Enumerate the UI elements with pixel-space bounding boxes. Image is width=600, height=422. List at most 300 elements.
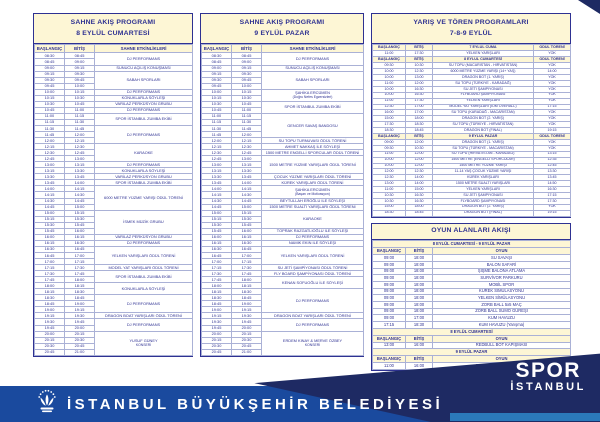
race-event-cell: SU TOPU (TÜRKİYE - MACARİSTAN) (433, 145, 534, 151)
time-end-cell: 19:00 (65, 301, 95, 307)
event-cell (95, 71, 193, 89)
time-end-cell: 19:30 (65, 313, 95, 319)
games-title: OYUN ALANLARI AKIŞI (431, 226, 511, 234)
time-start-cell: 12:30 (373, 175, 406, 181)
time-end-cell: 10:30 (406, 63, 433, 69)
event-subtext: KONSERİ (135, 342, 152, 347)
time-end-cell: 11:00 (232, 107, 262, 113)
column-header-award: ÖDÜL TÖRENİ (534, 45, 571, 51)
spor-logo-line2: İSTANBUL (510, 381, 586, 393)
award-time-cell: 16:30 (534, 187, 571, 193)
race-event-cell: DRAGON BOT (1. YARIŞ) (433, 75, 534, 81)
race-event-cell: 6000 METRE YÜZME YARIŞI (14+ YAŞ) (433, 69, 534, 75)
time-start-cell: 20:30 (35, 343, 65, 349)
time-end-cell: 10:45 (232, 101, 262, 107)
time-end-cell: 16:00 (65, 228, 95, 234)
time-start-cell: 19:00 (35, 307, 65, 313)
game-name-cell: MOBİL SPOR (433, 281, 571, 288)
race-event-cell: FLYBOARD ŞAMPİYONASI (433, 198, 534, 204)
time-start-cell: 20:00 (202, 331, 232, 337)
time-start-cell: 16:00 (35, 234, 65, 240)
time-end-cell: 18:15 (65, 283, 95, 289)
award-time-cell: 14:00 (534, 69, 571, 75)
time-end-cell: 20:15 (232, 331, 262, 337)
time-start-cell: 14:30 (35, 198, 65, 204)
time-end-cell: 17:30 (65, 265, 95, 271)
race-event-cell: DRAGON BOT (2. YARIŞ) (433, 116, 534, 122)
time-start-cell: 18:45 (202, 301, 232, 307)
time-start-cell: 09:30 (35, 77, 65, 83)
event-name: KARAOKE (134, 149, 153, 155)
time-start-cell: 10:00 (35, 89, 65, 95)
time-start-cell: 10:30 (373, 198, 406, 204)
time-start-cell: 12:45 (202, 156, 232, 162)
time-start-cell: 12:00 (373, 169, 406, 175)
column-header-end: BİTİŞ (65, 45, 95, 53)
event-name: SUNUCU AÇILIŞ KONUŞMASI (285, 65, 340, 71)
time-start-cell: 15:00 (373, 116, 406, 122)
games-subtitle: 8 EYLÜL CUMARTESİ - 9 EYLÜL PAZAR (373, 241, 571, 248)
time-end-cell: 17:00 (406, 104, 433, 110)
race-title-line2: 7-8-9 EYLÜL (449, 30, 493, 38)
time-start-cell: 11:30 (35, 125, 65, 131)
award-time-cell: YOK (534, 122, 571, 128)
time-end-cell: 16:30 (406, 193, 433, 199)
time-end-cell: 17:00 (406, 110, 433, 116)
time-start-cell: 12:30 (35, 150, 65, 156)
race-event-cell: SU TOPU (TÜRKİYE - HIRVATİSTAN) (433, 122, 534, 128)
time-start-cell: 17:00 (35, 259, 65, 265)
race-event-cell: KÜREK YARIŞLARI (433, 175, 534, 181)
time-end-cell: 10:30 (232, 95, 262, 101)
time-end-cell: 13:45 (232, 174, 262, 180)
race-event-cell: SU TOPU (MACARİSTAN - HIRVATİSTAN) (433, 63, 534, 69)
time-start-cell: 12:00 (202, 138, 232, 144)
time-start-cell: 09:15 (35, 71, 65, 77)
time-start-cell: 14:45 (202, 204, 232, 210)
race-event-cell: 1500 METRE SUALTI YARIŞLARI (433, 181, 534, 187)
time-start-cell: 10:30 (202, 101, 232, 107)
saturday-title-block (34, 14, 192, 44)
time-end-cell: 13:30 (232, 168, 262, 174)
game-row (373, 308, 571, 315)
time-end-cell: 19:15 (65, 307, 95, 313)
column-header-end: BİTİŞ (406, 57, 433, 63)
time-end-cell: 08:45 (65, 53, 95, 59)
time-end-cell: 20:30 (65, 337, 95, 343)
column-header-game: OYUN (433, 335, 571, 342)
time-start-cell: 15:15 (35, 216, 65, 222)
time-end-cell: 16:30 (406, 198, 433, 204)
time-start-cell: 11:00 (373, 51, 406, 57)
time-end-cell: 17:15 (65, 259, 95, 265)
time-start-cell: 20:00 (35, 331, 65, 337)
race-event-cell: YELKEN YARIŞLARI (433, 98, 534, 104)
award-time-cell: 19:15 (534, 128, 571, 134)
time-start-cell: 11:00 (202, 113, 232, 119)
event-name: KARAOKE (303, 216, 322, 222)
time-end-cell: 12:00 (406, 163, 433, 169)
race-event-cell: FLYBOARD ŞAMPİYONASI (433, 92, 534, 98)
time-end-cell: 09:45 (232, 77, 262, 83)
event-cell (262, 319, 364, 331)
event-name: KENAN SOFUOĞLU İLE SÖYLEŞİ (282, 279, 343, 285)
stage-header-row (35, 45, 193, 53)
time-start-cell: 15:15 (202, 216, 232, 222)
time-end-cell: 19:45 (65, 319, 95, 325)
time-end-cell: 20:45 (65, 343, 95, 349)
time-start-cell: 20:15 (202, 337, 232, 343)
time-start-cell: 11:00 (373, 98, 406, 104)
time-start-cell: 15:30 (35, 222, 65, 228)
time-end-cell: 13:30 (65, 168, 95, 174)
time-end-cell: 13:15 (65, 162, 95, 168)
game-row (373, 315, 571, 322)
time-end-cell: 14:00 (406, 175, 433, 181)
time-start-cell: 15:00 (373, 204, 406, 210)
event-name: DRAGON BOAT YARIŞLARI ÖDÜL TÖRENİ (274, 312, 351, 318)
award-time-cell: YOK (534, 139, 571, 145)
time-end-cell: 18:45 (406, 210, 433, 216)
time-end-cell: 12:15 (232, 138, 262, 144)
race-schedule-table (372, 44, 571, 216)
event-name: SU TOPU TURNUVASI ÖDÜL TÖRENİ (278, 137, 347, 143)
award-time-cell: YOK (534, 145, 571, 151)
event-name: 1500 METRE SUALTI YARIŞLARI ÖDÜL TÖRENİ (269, 204, 356, 210)
game-name-cell: ZORB BALL 5x5 MAÇ (433, 301, 571, 308)
time-start-cell: 17:15 (202, 265, 232, 271)
race-event-cell: DRAGON BOT (FİNAL) (433, 210, 534, 216)
time-end-cell: 19:45 (232, 319, 262, 325)
time-start-cell: 17:15 (373, 322, 406, 329)
time-start-cell: 19:45 (35, 325, 65, 331)
time-start-cell: 10:00 (373, 157, 406, 163)
time-start-cell: 10:00 (373, 92, 406, 98)
award-time-cell: YOK (534, 51, 571, 57)
time-start-cell: 13:30 (202, 174, 232, 180)
time-end-cell: 09:45 (65, 77, 95, 83)
event-name: DJ PERFORMANS (295, 234, 330, 240)
game-row (373, 281, 571, 288)
award-time-cell: 17:15 (534, 193, 571, 199)
race-event-cell: SU JETİ ŞAMPİYONASI (433, 86, 534, 92)
sunday-title-line1: SAHNE AKIŞ PROGRAMI (239, 19, 325, 26)
time-start-cell: 20:45 (35, 349, 65, 355)
event-name: BEYTULLAH EROĞLU İLE SÖYLEŞİ (280, 198, 345, 204)
event-name: DJ PERFORMANS (295, 322, 330, 328)
time-start-cell: 10:45 (35, 107, 65, 113)
race-day-label: 9 EYLÜL PAZAR (433, 133, 534, 139)
time-start-cell: 19:15 (35, 313, 65, 319)
time-end-cell: 12:30 (406, 69, 433, 75)
event-name: DJ PERFORMANS (126, 89, 161, 95)
time-start-cell: 12:15 (202, 144, 232, 150)
race-day-label: 7 EYLÜL CUMA (433, 45, 534, 51)
time-start-cell: 11:00 (35, 113, 65, 119)
time-start-cell: 10:15 (35, 95, 65, 101)
event-name: GENCER SAVAŞ BANDOSU (287, 122, 338, 128)
game-row (373, 275, 571, 282)
time-start-cell: 09:15 (202, 71, 232, 77)
time-start-cell: 12:00 (35, 138, 65, 144)
time-start-cell: 17:45 (202, 277, 232, 283)
time-start-cell: 10:30 (35, 101, 65, 107)
game-row (373, 322, 571, 329)
event-name: TOPRAK RAZGATLIOĞLU İLE SÖYLEŞİ (276, 228, 349, 234)
saturday-title-line2: 8 EYLÜL CUMARTESİ (76, 30, 150, 38)
time-end-cell: 13:00 (406, 75, 433, 81)
time-end-cell: 09:15 (65, 65, 95, 71)
time-end-cell: 14:15 (65, 186, 95, 192)
time-start-cell: 09:00 (373, 268, 406, 275)
event-name: DJ PERFORMANS (126, 107, 161, 113)
time-start-cell: 13:45 (202, 180, 232, 186)
time-end-cell: 08:45 (232, 53, 262, 59)
time-end-cell: 20:00 (232, 325, 262, 331)
column-header-end: BİTİŞ (406, 356, 433, 363)
time-end-cell: 18:00 (406, 288, 433, 295)
time-start-cell: 19:15 (202, 313, 232, 319)
game-name-cell: YELKEN SİMÜLASYONU (433, 295, 571, 302)
time-end-cell: 11:45 (232, 125, 262, 131)
time-end-cell: 20:45 (232, 343, 262, 349)
event-name: İSMEK MÜZİK GRUBU (123, 219, 164, 225)
event-name: AHMET NAKKAŞ İLE SÖYLEŞİ (284, 143, 341, 149)
games-day-label: 9 EYLÜL PAZAR (373, 349, 571, 356)
time-end-cell: 10:00 (232, 83, 262, 89)
game-name-cell: KUM HAVUZU (433, 315, 571, 322)
time-end-cell: 16:30 (406, 86, 433, 92)
time-end-cell: 21:00 (232, 349, 262, 355)
column-header-end: BİTİŞ (406, 335, 433, 342)
award-time-cell: 19:15 (534, 210, 571, 216)
time-end-cell: 16:30 (232, 240, 262, 246)
time-start-cell: 10:00 (373, 163, 406, 169)
time-end-cell: 18:00 (406, 308, 433, 315)
footer-accent-strip (450, 413, 600, 421)
time-start-cell: 09:30 (373, 63, 406, 69)
event-cell (262, 210, 364, 228)
time-end-cell: 14:00 (406, 181, 433, 187)
time-start-cell: 14:00 (202, 186, 232, 192)
time-end-cell: 18:00 (406, 281, 433, 288)
time-end-cell: 18:00 (406, 204, 433, 210)
game-name-cell: REDBULL BOT KAPIŞMASI (433, 342, 571, 349)
time-end-cell: 12:00 (65, 132, 95, 138)
time-start-cell: 11:15 (35, 119, 65, 125)
column-header-start: BAŞLANGIÇ (373, 335, 406, 342)
time-start-cell: 16:15 (35, 240, 65, 246)
time-end-cell: 15:30 (232, 216, 262, 222)
time-end-cell: 18:45 (232, 295, 262, 301)
event-cell (262, 277, 364, 289)
time-end-cell: 19:30 (232, 313, 262, 319)
event-name: DJ PERFORMANS (126, 300, 161, 306)
time-start-cell: 09:00 (373, 255, 406, 262)
time-start-cell: 18:00 (202, 283, 232, 289)
time-end-cell: 16:45 (232, 246, 262, 252)
time-end-cell: 14:30 (232, 192, 262, 198)
column-header-start: BAŞLANGIÇ (373, 45, 406, 51)
time-start-cell: 14:15 (202, 192, 232, 198)
time-end-cell: 16:30 (406, 92, 433, 98)
time-end-cell: 12:15 (65, 138, 95, 144)
time-end-cell: 15:30 (65, 216, 95, 222)
ibb-tulip-icon (36, 388, 58, 420)
game-row (373, 255, 571, 262)
time-end-cell: 16:00 (406, 342, 433, 349)
game-row (373, 301, 571, 308)
time-start-cell: 09:00 (373, 308, 406, 315)
time-end-cell: 09:30 (65, 71, 95, 77)
time-start-cell: 09:00 (373, 301, 406, 308)
time-start-cell: 11:00 (373, 80, 406, 86)
event-name: DJ PERFORMANS (126, 56, 161, 61)
time-end-cell: 12:00 (406, 80, 433, 86)
time-end-cell: 11:30 (232, 119, 262, 125)
spor-istanbul-logo (510, 360, 586, 395)
event-name: VARİLAZ PERKÜSYON GRUBU (115, 101, 172, 107)
time-end-cell: 17:00 (65, 252, 95, 258)
time-start-cell: 17:30 (35, 271, 65, 277)
event-name: FLY BOARD ŞAMPİYONASI ÖDÜL TÖRENİ (273, 270, 352, 276)
time-end-cell: 17:15 (232, 259, 262, 265)
column-header-game: OYUN (433, 356, 571, 363)
time-end-cell: 15:45 (65, 222, 95, 228)
event-cell (262, 186, 364, 198)
time-start-cell: 15:45 (202, 228, 232, 234)
time-start-cell: 09:45 (202, 83, 232, 89)
game-name-cell: KÜREK SİMÜLASYONU (433, 288, 571, 295)
time-end-cell: 14:15 (232, 186, 262, 192)
time-end-cell: 17:45 (232, 271, 262, 277)
time-start-cell: 12:30 (202, 150, 232, 156)
column-header-start: BAŞLANGIÇ (373, 356, 406, 363)
game-name-cell: KUM HAVUZU (Yarışma) (433, 322, 571, 329)
column-header-start: BAŞLANGIÇ (373, 133, 406, 139)
event-cell (262, 113, 364, 137)
event-cell (95, 271, 193, 283)
time-start-cell: 16:30 (35, 246, 65, 252)
time-start-cell: 11:30 (202, 125, 232, 131)
column-header-end: BİTİŞ (406, 45, 433, 51)
event-name: YUSUF GÜNEY (129, 338, 158, 343)
event-cell (95, 331, 193, 355)
game-row (373, 342, 571, 349)
time-start-cell: 12:30 (373, 104, 406, 110)
award-time-cell: YOK (534, 92, 571, 98)
games-day-row (373, 349, 571, 356)
event-name: SABAH SPORLARI (295, 77, 330, 83)
municipality-name: İSTANBUL BÜYÜKŞEHİR BELEDİYESİ (67, 395, 444, 413)
time-start-cell: 09:00 (373, 315, 406, 322)
time-start-cell: 17:00 (202, 259, 232, 265)
award-time-cell: YOK (534, 75, 571, 81)
time-start-cell: 16:45 (202, 252, 232, 258)
event-cell (95, 319, 193, 331)
column-header-events: SAHNE ETKİNLİKLERİ (262, 45, 364, 53)
time-end-cell: 12:30 (406, 169, 433, 175)
sunday-schedule-table (201, 44, 364, 355)
race-event-cell: YELKEN YARIŞLARI (433, 51, 534, 57)
time-end-cell: 12:45 (65, 150, 95, 156)
event-name: DRAGON BOAT YARIŞLARI ÖDÜL TÖRENİ (105, 312, 182, 318)
time-end-cell: 19:00 (232, 301, 262, 307)
event-name: KONUKLARLA SÖYLEŞİ (121, 167, 166, 173)
time-start-cell: 17:30 (202, 271, 232, 277)
time-end-cell: 18:30 (232, 289, 262, 295)
time-end-cell: 18:00 (406, 268, 433, 275)
time-end-cell: 18:00 (406, 301, 433, 308)
saturday-stage-program (33, 13, 193, 357)
time-start-cell: 11:00 (373, 151, 406, 157)
time-end-cell: 13:00 (232, 156, 262, 162)
game-row (373, 288, 571, 295)
event-name: 1500 METRE YÜZME YARIŞLARI ÖDÜL TÖRENİ (269, 161, 356, 167)
race-event-cell: DRAGON BOT (1. YARIŞ) (433, 139, 534, 145)
time-start-cell: 10:15 (202, 95, 232, 101)
time-start-cell: 10:30 (373, 193, 406, 199)
game-row (373, 295, 571, 302)
time-end-cell: 14:30 (65, 192, 95, 198)
sunday-stage-program (200, 13, 364, 357)
event-name: KONUKLARLA SÖYLEŞİ (121, 285, 166, 291)
column-header-award: ÖDÜL TÖRENİ (534, 57, 571, 63)
race-event-cell: SU TOPU (TÜRKİYE - KARADAĞ) (433, 80, 534, 86)
time-end-cell: 18:00 (406, 255, 433, 262)
award-time-cell: 13:30 (534, 169, 571, 175)
time-end-cell: 18:00 (406, 295, 433, 302)
race-title-line1: YARIŞ VE TÖREN PROGRAMLARI (413, 19, 529, 26)
time-start-cell: 08:45 (35, 59, 65, 65)
race-event-cell: SU TOPU (KARADAĞ - MACARİSTAN) (433, 110, 534, 116)
event-name: ÇOCUK YÜZME YARIŞLARI ÖDÜL TÖRENİ (273, 173, 352, 179)
time-start-cell: 13:00 (373, 342, 406, 349)
time-start-cell: 11:00 (373, 362, 406, 369)
corner-accent-triangle (578, 0, 600, 14)
event-cell (95, 113, 193, 125)
time-end-cell: 11:00 (65, 107, 95, 113)
games-program (371, 223, 571, 371)
event-name: SPOR İSTANBUL ZUMBA EKİBİ (284, 104, 341, 110)
time-end-cell: 20:00 (65, 325, 95, 331)
time-end-cell: 16:15 (65, 234, 95, 240)
time-end-cell: 18:00 (65, 277, 95, 283)
event-name: ŞAHİKA ERCÜMEN (295, 186, 330, 192)
award-time-cell: 12:35 (534, 157, 571, 163)
time-start-cell: 15:00 (35, 210, 65, 216)
game-name-cell: SU SAVAŞI (433, 255, 571, 262)
time-start-cell: 08:30 (202, 53, 232, 59)
time-start-cell: 11:45 (202, 132, 232, 138)
time-start-cell: 14:30 (202, 198, 232, 204)
event-cell (262, 53, 364, 65)
event-name: DJ PERFORMANS (126, 161, 161, 167)
award-time-cell: YOK (534, 110, 571, 116)
time-end-cell: 15:15 (232, 210, 262, 216)
race-event-cell: 1500 METRE (ENGELLİ SPORCULAR) (433, 157, 534, 163)
time-start-cell: 14:15 (35, 192, 65, 198)
event-cell (95, 144, 193, 162)
time-end-cell: 10:15 (232, 89, 262, 95)
award-time-cell: YOK (534, 63, 571, 69)
games-header-row (373, 248, 571, 255)
time-end-cell: 12:30 (232, 144, 262, 150)
sunday-title-block (201, 14, 363, 44)
time-start-cell: 11:45 (35, 132, 65, 138)
time-end-cell: 16:15 (232, 234, 262, 240)
time-start-cell: 09:00 (373, 295, 406, 302)
